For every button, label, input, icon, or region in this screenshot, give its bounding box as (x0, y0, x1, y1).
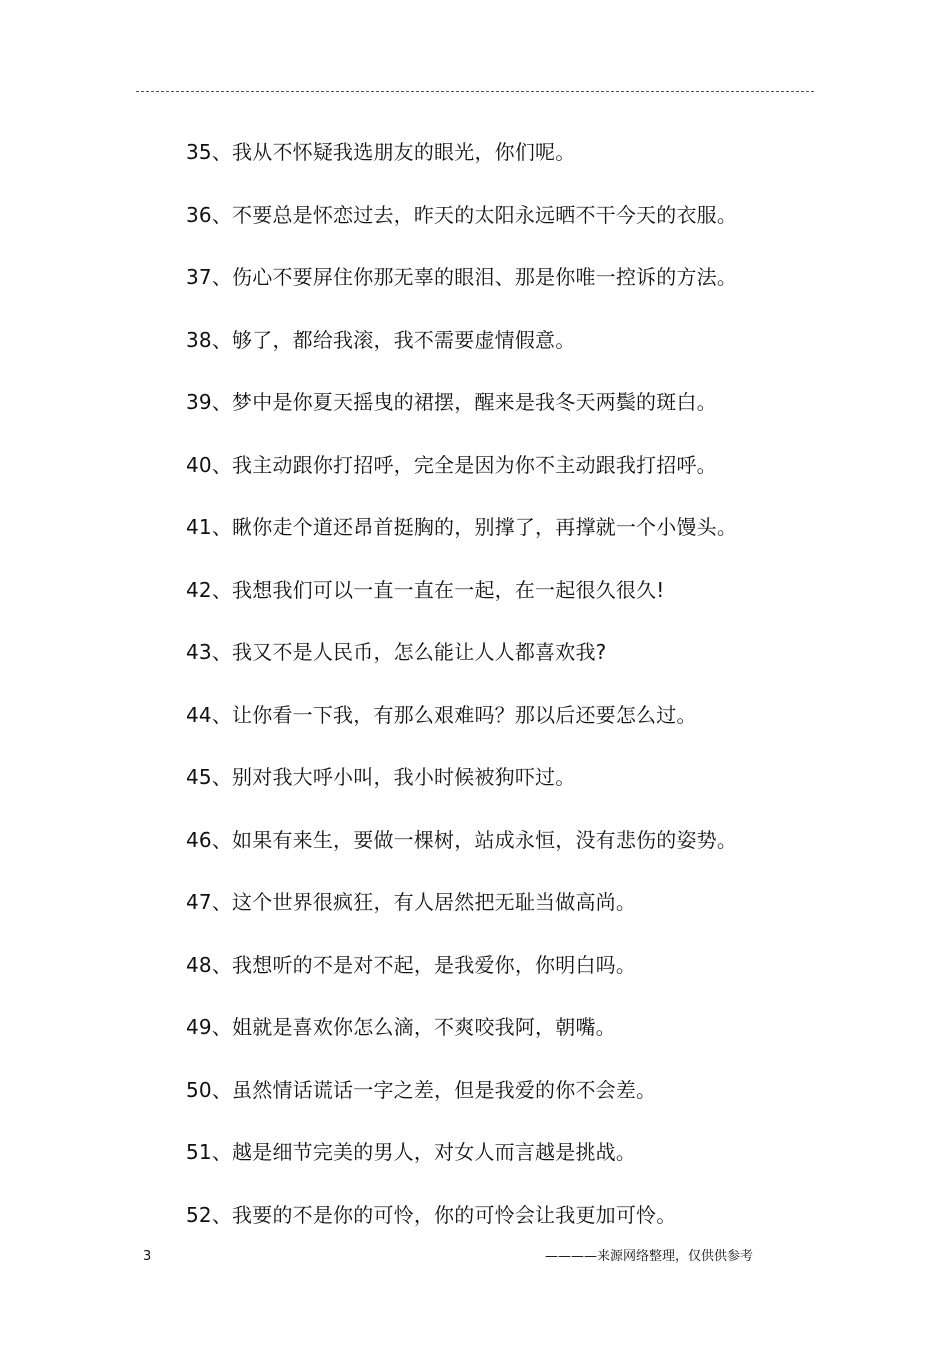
quote-line: 39、梦中是你夏天摇曳的裙摆，醒来是我冬天两鬓的斑白。 (186, 390, 717, 414)
quote-line: 41、瞅你走个道还昂首挺胸的，别撑了，再撑就一个小馒头。 (186, 515, 738, 539)
quote-line: 44、让你看一下我，有那么艰难吗？那以后还要怎么过。 (186, 702, 697, 727)
quote-line: 38、够了，都给我滚，我不需要虚情假意。 (186, 327, 576, 352)
quote-line: 50、虽然情话谎话一字之差，但是我爱的你不会差。 (186, 1077, 657, 1102)
quote-line: 37、伤心不要屏住你那无辜的眼泪、那是你唯一控诉的方法。 (186, 265, 738, 289)
quote-line: 52、我要的不是你的可怜，你的可怜会让我更加可怜。 (186, 1202, 677, 1227)
page-number: 3 (143, 1249, 152, 1264)
quote-line: 43、我又不是人民币，怎么能让人人都喜欢我? (186, 640, 607, 664)
quote-line: 42、我想我们可以一直一直在一起，在一起很久很久! (186, 577, 665, 602)
footer-source-note: ————来源网络整理，仅供供参考 (544, 1249, 753, 1264)
quote-line: 48、我想听的不是对不起，是我爱你，你明白吗。 (186, 952, 637, 977)
header-divider (136, 91, 814, 92)
quote-line: 51、越是细节完美的男人，对女人而言越是挑战。 (186, 1140, 637, 1164)
quote-line: 36、不要总是怀恋过去，昨天的太阳永远晒不干今天的衣服。 (186, 202, 738, 227)
quote-list (186, 134, 737, 1259)
quote-line: 46、如果有来生，要做一棵树，站成永恒，没有悲伤的姿势。 (186, 827, 738, 852)
quote-line: 49、姐就是喜欢你怎么滴，不爽咬我阿，朝嘴。 (186, 1015, 616, 1039)
quote-line: 40、我主动跟你打招呼，完全是因为你不主动跟我打招呼。 (186, 452, 717, 477)
quote-line: 45、别对我大呼小叫，我小时候被狗吓过。 (186, 765, 576, 789)
quote-line: 47、这个世界很疯狂，有人居然把无耻当做高尚。 (186, 890, 637, 914)
quote-line: 35、我从不怀疑我选朋友的眼光，你们呢。 (186, 140, 576, 164)
